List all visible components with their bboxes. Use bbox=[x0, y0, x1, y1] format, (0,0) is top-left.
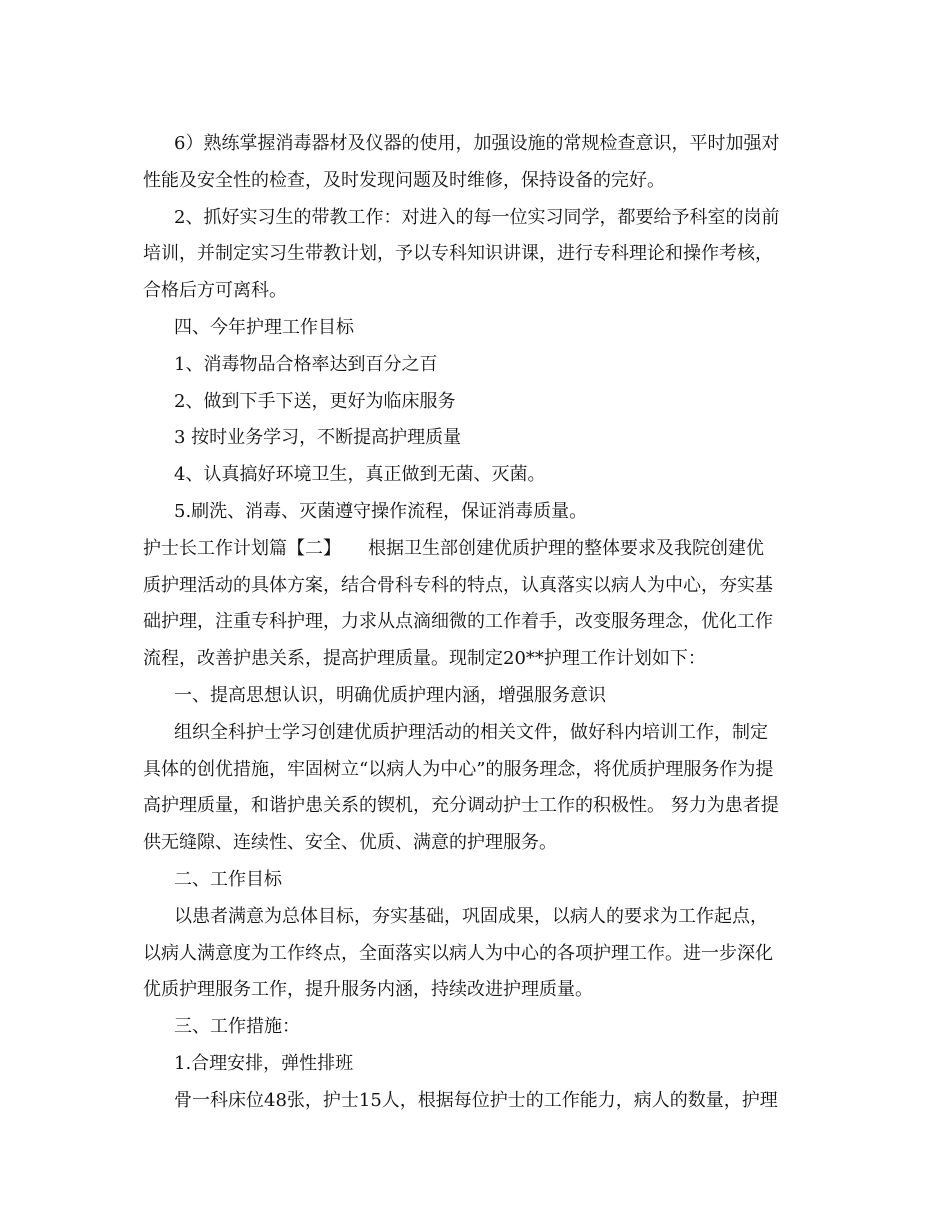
paragraph-line: 优质护理服务工作，提升服务内涵，持续改进护理质量。 bbox=[143, 979, 593, 1001]
paragraph-line: 骨一科床位48张，护士15人，根据每位护士的工作能力，病人的数量，护理 bbox=[174, 1089, 778, 1111]
paragraph-line: 性能及安全性的检查，及时发现问题及时维修，保持设备的完好。 bbox=[143, 169, 665, 191]
paragraph-line: 流程，改善护患关系，提高护理质量。现制定20**护理工作计划如下： bbox=[143, 648, 706, 670]
section-heading: 三、工作措施： bbox=[174, 1016, 300, 1038]
paragraph-line: 合格后方可离科。 bbox=[143, 280, 287, 302]
subsection-heading: 1.合理安排，弹性排班 bbox=[174, 1052, 354, 1074]
section-heading: 四、今年护理工作目标 bbox=[174, 316, 354, 338]
paragraph-line: 供无缝隙、连续性、安全、优质、满意的护理服务。 bbox=[143, 832, 557, 854]
paragraph-line: 以病人满意度为工作终点，全面落实以病人为中心的各项护理工作。进一步深化 bbox=[143, 942, 773, 964]
list-item: 4、认真搞好环境卫生，真正做到无菌、灭菌。 bbox=[174, 464, 546, 486]
list-item: 1、消毒物品合格率达到百分之百 bbox=[174, 353, 438, 375]
article-title-line: 护士长工作计划篇【二】 根据卫生部创建优质护理的整体要求及我院创建优 bbox=[143, 537, 764, 559]
section-heading: 二、工作目标 bbox=[174, 868, 282, 890]
paragraph-line: 2、抓好实习生的带教工作：对进入的每一位实习同学，都要给予科室的岗前 bbox=[174, 206, 780, 228]
paragraph-line: 组织全科护士学习创建优质护理活动的相关文件，做好科内培训工作，制定 bbox=[174, 721, 768, 743]
paragraph-line: 高护理质量，和谐护患关系的锲机，充分调动护士工作的积极性。 努力为患者提 bbox=[143, 795, 779, 817]
paragraph-line: 以患者满意为总体目标，夯实基础，巩固成果，以病人的要求为工作起点， bbox=[174, 905, 768, 927]
list-item: 2、做到下手下送，更好为临床服务 bbox=[174, 390, 456, 412]
paragraph-line: 培训，并制定实习生带教计划，予以专科知识讲课，进行专科理论和操作考核， bbox=[143, 243, 773, 265]
paragraph-line: 具体的创优措施，牢固树立“以病人为中心”的服务理念，将优质护理服务作为提 bbox=[143, 758, 774, 780]
list-item: 3 按时业务学习，不断提高护理质量 bbox=[174, 427, 462, 449]
paragraph-line: 础护理，注重专科护理，力求从点滴细微的工作着手，改变服务理念，优化工作 bbox=[143, 611, 773, 633]
document-body bbox=[143, 126, 813, 1120]
paragraph-line: 6）熟练掌握消毒器材及仪器的使用，加强设施的常规检查意识，平时加强对 bbox=[174, 133, 780, 154]
list-item: 5.刷洗、消毒、灭菌遵守操作流程，保证消毒质量。 bbox=[174, 500, 588, 522]
section-heading: 一、提高思想认识，明确优质护理内涵，增强服务意识 bbox=[174, 684, 606, 706]
paragraph-line: 质护理活动的具体方案，结合骨科专科的特点，认真落实以病人为中心，夯实基 bbox=[143, 574, 773, 596]
